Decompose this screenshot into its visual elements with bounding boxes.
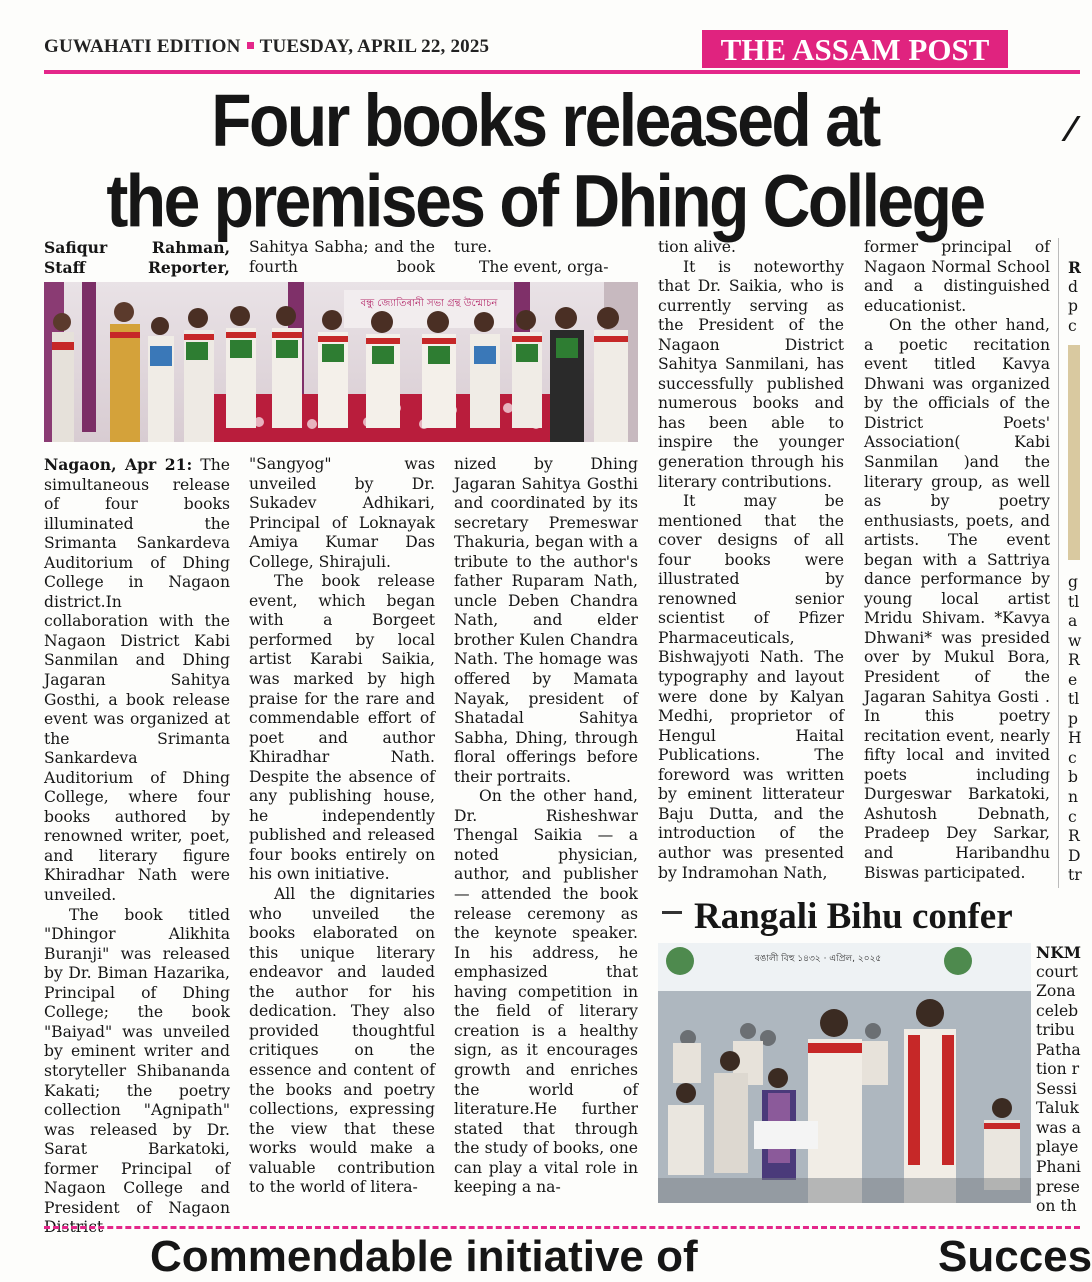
article-headline (40, 80, 1050, 241)
side-fragment: Patha (1036, 1040, 1081, 1059)
col2-top-text: Sahitya Sabha; and the fourth book (249, 238, 435, 276)
right-fragment: a (1068, 612, 1078, 631)
article-column-1 (44, 455, 230, 1238)
side-fragment: tribu (1036, 1021, 1075, 1040)
right-fragment: g (1068, 573, 1078, 591)
right-fragment: p (1068, 297, 1078, 316)
right-fragment: b (1068, 768, 1078, 787)
right-fragment: c (1068, 807, 1077, 826)
col3-top-para: The event, orga- (478, 257, 609, 276)
right-fragment: H (1068, 729, 1082, 748)
col3-top-line: ture. (454, 238, 492, 256)
headline-line-1: Four books released at (211, 78, 879, 162)
col3-top-text (454, 238, 638, 277)
right-fragment: c (1068, 316, 1077, 335)
article-column-4 (658, 238, 844, 883)
byline-name: Safiqur Rahman, (44, 238, 230, 257)
right-fragment: d (1068, 277, 1078, 296)
dateline: Nagaon, Apr 21: (44, 455, 193, 474)
col2-para3: All the dignitaries who unveiled the books elaborated on this unique literary endeavor and lauded the author for his dedication. They also provided thoughtful critiques on the essence and content of the books and poetry collections, expressing the view that these works would make a valuable contribution to the world of litera- (249, 885, 435, 1197)
byline (44, 238, 230, 277)
edition-line (44, 36, 489, 58)
col1-body: The simultaneous release of four books illuminated the Srimanta Sankardeva Auditorium of Dhing College in Nagaon district.In collaboration with the Nagaon District Kabi Sanmilan and Dhing Jagaran Sahitya Gosthi, a book release event was organized at the Srimanta Sankardeva Auditorium of Dhing College, where four books authored by renowned writer, poet, and literary figure Khiradhar Nath were unveiled. (44, 456, 230, 905)
right-fragment: p (1068, 709, 1078, 728)
bihu-banner-text: ৰঙালী বিহু ১৪৩২ · এপ্ৰিল, ২০২৫ (754, 954, 882, 964)
col3-para1: nized by Dhing Jagaran Sahitya Gosthi and coordinated by its secretary Premeswar Thakuria, began with a tribute to the author's father Ruparam Nath, uncle Deben Chandra Nath, and elder brother Kulen Chandra Nath. The homage was offered by Mamata Nayak, president of Shatadal Sahitya Sabha, Dhing, through floral offerings before their portraits. (454, 455, 638, 786)
book-release-photo (44, 282, 638, 442)
side-fragment: was a (1036, 1118, 1081, 1137)
side-story-rule (662, 911, 682, 914)
headline-line-2: the premises of Dhing College (106, 159, 984, 243)
right-fragment: D (1068, 846, 1081, 865)
masthead-logo: THE ASSAM POST (702, 30, 1008, 68)
col2-para1: "Sangyog" was unveiled by Dr. Sukadev Adhikari, Principal of Loknayak Amiya Kumar Das College, Shirajuli. (249, 455, 435, 571)
side-fragment: celeb (1036, 1001, 1079, 1020)
right-fragment: tl (1068, 690, 1080, 709)
header-divider (44, 70, 1080, 74)
bottom-headline-right: Succes (938, 1232, 1092, 1281)
side-fragment: court (1036, 962, 1078, 981)
col5-para2: On the other hand, a poetic recitation event titled Kavya Dhwani was organized by the officials of the District Poets' Association( Kabi Sanmilan )and the literary group, as well as by poetry enthusiasts, poets, and artists. The event began with a Sattriya dance performance by young local artist Mridu Shivam. *Kavya Dhwani* was presided over by Mukul Bora, President of the Jagaran Sahitya Gosti . In this poetry recitation event, nearly fifty local and invited poets including Durgeswar Barkatoki, Ashutosh Debnath, Pradeep Dey Sarkar, and Haribandhu Biswas participated. (864, 316, 1050, 882)
right-fragment: c (1068, 748, 1077, 767)
side-fragment: Taluk (1036, 1099, 1079, 1118)
side-fragment: Zona (1036, 982, 1076, 1001)
right-fragment: R (1068, 827, 1080, 846)
right-fragment: w (1068, 631, 1082, 650)
side-fragment: playe (1036, 1138, 1079, 1157)
side-fragment: Sessi (1036, 1079, 1077, 1098)
col4-para2: It is noteworthy that Dr. Saikia, who is currently serving as the President of the Nagaon District Sahitya Sanmilani, has successfully published numerous books and has been able to inspire the younger generation through his literary contributions. (658, 257, 844, 491)
side-story-text-fragments (1036, 943, 1081, 1217)
side-fragment: Phani (1036, 1158, 1081, 1177)
right-edge-column-lower (1068, 573, 1082, 886)
col4-para1: tion alive. (658, 238, 736, 256)
bottom-headline-left: Commendable initiative of (150, 1232, 698, 1281)
side-fragment: prese (1036, 1177, 1080, 1196)
column-divider (1058, 238, 1059, 888)
byline-role: Staff Reporter, (44, 257, 230, 277)
separator-square-icon (247, 42, 254, 49)
cropped-heading-fragment: ⁄ (1068, 108, 1075, 149)
edition-date: TUESDAY, APRIL 22, 2025 (259, 36, 490, 57)
col1-para2: The book titled "Dhingor Alikhita Buranji" was released by Dr. Biman Hazarika, Principal of Dhing College; the book "Baiyad" was unveiled by eminent writer and storyteller Shibananda Kakati; the poetry collection "Agnipath" was released by Dr. Sarat Barkatoki, former Principal of Nagaon College and President of Nagaon District (44, 905, 230, 1237)
edition-name: GUWAHATI EDITION (44, 36, 241, 57)
article-column-3 (454, 455, 638, 1198)
article-column-5 (864, 238, 1050, 883)
side-fragment: tion r (1036, 1060, 1080, 1079)
right-fragment: tr (1068, 866, 1082, 885)
col5-para1: former principal of Nagaon Normal School and a distinguished educationist. (864, 238, 1050, 315)
bottom-divider (44, 1226, 1080, 1229)
bihu-photo (658, 943, 1031, 1203)
right-fragment: tl (1068, 592, 1080, 611)
cropped-photo-edge (1068, 345, 1080, 560)
col4-para3: It may be mentioned that the cover designs of all four books were illustrated by renowned senior scientist of Pfizer Pharmaceuticals, Bishwajyoti Nath. The typography and layout were done by Kalyan Medhi, proprietor of Hengul Haital Publications. The foreword was written by eminent litterateur Baju Dutta, and the introduction of the author was presented by Indramohan Nath, (658, 492, 844, 882)
photo-banner-text: বন্ধু জ্যোতিৰানী সভা গ্ৰন্থ উন্মোচন (360, 298, 498, 309)
article-column-2 (249, 455, 435, 1198)
side-fragment: on th (1036, 1197, 1077, 1216)
right-fragment: R (1068, 258, 1081, 277)
right-edge-column (1068, 258, 1081, 336)
side-fragment: NKM (1036, 943, 1082, 962)
col2-para2: The book release event, which began with a Borgeet performed by local artist Karabi Saikia, was marked by high praise for the rare and commendable effort of poet and author Khiradhar Nath. Despite the absence of any publishing house, he independently published and released four books entirely on his own initiative. (249, 572, 435, 884)
right-fragment: e (1068, 670, 1078, 689)
side-story-headline: Rangali Bihu confer (694, 896, 1013, 937)
right-fragment: R (1068, 651, 1080, 670)
right-fragment: n (1068, 788, 1079, 807)
col3-para2: On the other hand, Dr. Risheshwar Thengal Saikia — a noted physician, author, and publisher — attended the book release ceremony as the keynote speaker. In his address, he emphasized that having competition in the field of literary creation is a healthy sign, as it encourages growth and enriches the world of literature.He further stated that through the study of books, one can play a vital role in keeping a na- (454, 787, 638, 1197)
